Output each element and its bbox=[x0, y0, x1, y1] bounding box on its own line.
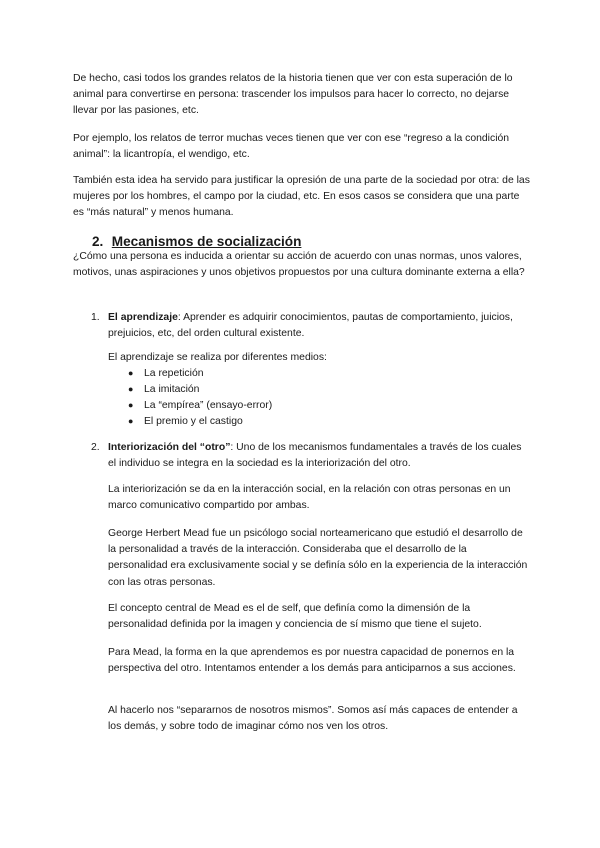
bullet-icon: ● bbox=[128, 399, 134, 410]
interiorizacion-paragraph-2: George Herbert Mead fue un psicólogo social norteamericano que estudió el desarrollo de la personalidad a través de la interacción. Consideraba que el desarrollo de la personalidad era exclusivamente social y se definía sólo en la experiencia de la interacción con las otras personas. bbox=[108, 528, 528, 588]
bullet-icon: ● bbox=[128, 415, 134, 426]
interiorizacion-paragraph-3: El concepto central de Mead es el de self, que definía como la dimensión de la personalidad definida por la imagen y conciencia de sí mismo que tiene el sujeto. bbox=[108, 603, 482, 631]
intro-paragraph-1: De hecho, casi todos los grandes relatos de la historia tienen que ver con esta superación de lo animal para convertirse en persona: trascender los impulsos para hacer lo correcto, no dejarse llevar por las pasiones, etc. bbox=[73, 73, 513, 117]
interiorizacion-paragraph-1: La interiorización se da en la interacción social, en la relación con otras personas en un marco comunicativo compartido por ambas. bbox=[108, 484, 511, 512]
list-item: ● La imitación bbox=[128, 382, 272, 398]
list-item: ● El premio y el castigo bbox=[128, 414, 272, 430]
list-item-aprendizaje bbox=[91, 310, 531, 342]
item-description: : Aprender es adquirir conocimientos, pautas de comportamiento, juicios, prejuicios, etc, del orden cultural existente. bbox=[108, 312, 513, 340]
interiorizacion-paragraph-5: Al hacerlo nos “separarnos de nosotros mismos”. Somos así más capaces de entender a los demás, y sobre todo de imaginar cómo nos ven los otros. bbox=[108, 705, 518, 733]
item-text bbox=[108, 440, 531, 472]
item-term: El aprendizaje bbox=[108, 312, 178, 323]
interiorizacion-paragraph-4: Para Mead, la forma en la que aprendemos es por nuestra capacidad de ponernos en la perspectiva del otro. Intentamos entender a los demás para anticiparnos a sus acciones. bbox=[108, 647, 516, 675]
intro-paragraph-3: También esta idea ha servido para justificar la opresión de una parte de la sociedad por otra: de las mujeres por los hombres, el campo por la ciudad, etc. En esos casos se considera que una parte es “más natural” y menos humana. bbox=[73, 175, 530, 219]
section-question: ¿Cómo una persona es inducida a orientar su acción de acuerdo con unas normas, unos valores, motivos, unas aspiraciones y unos objetivos propuestos por una cultura dominante externa a ella? bbox=[73, 251, 525, 279]
means-list bbox=[128, 366, 272, 430]
item-text bbox=[108, 310, 531, 342]
section-title: Mecanismos de socialización bbox=[111, 234, 302, 249]
list-item: ● La repetición bbox=[128, 366, 272, 382]
list-item-interiorizacion bbox=[91, 440, 531, 472]
means-intro: El aprendizaje se realiza por diferentes medios: bbox=[108, 352, 327, 363]
item-number: 2. bbox=[91, 442, 100, 453]
item-description: : Uno de los mecanismos fundamentales a través de los cuales el individuo se integra en la sociedad es la interiorización del otro. bbox=[108, 442, 522, 470]
item-number: 1. bbox=[91, 312, 100, 323]
bullet-icon: ● bbox=[128, 368, 134, 378]
section-heading bbox=[92, 233, 301, 250]
bullet-icon: ● bbox=[128, 383, 134, 394]
section-number: 2. bbox=[92, 234, 104, 249]
intro-paragraph-2: Por ejemplo, los relatos de terror muchas veces tienen que ver con ese “regreso a la condición animal”: la licantropía, el wendigo, etc. bbox=[73, 133, 510, 161]
list-item: ● La “empírea” (ensayo-error) bbox=[128, 398, 272, 414]
item-term: Interiorización del “otro” bbox=[108, 442, 231, 453]
